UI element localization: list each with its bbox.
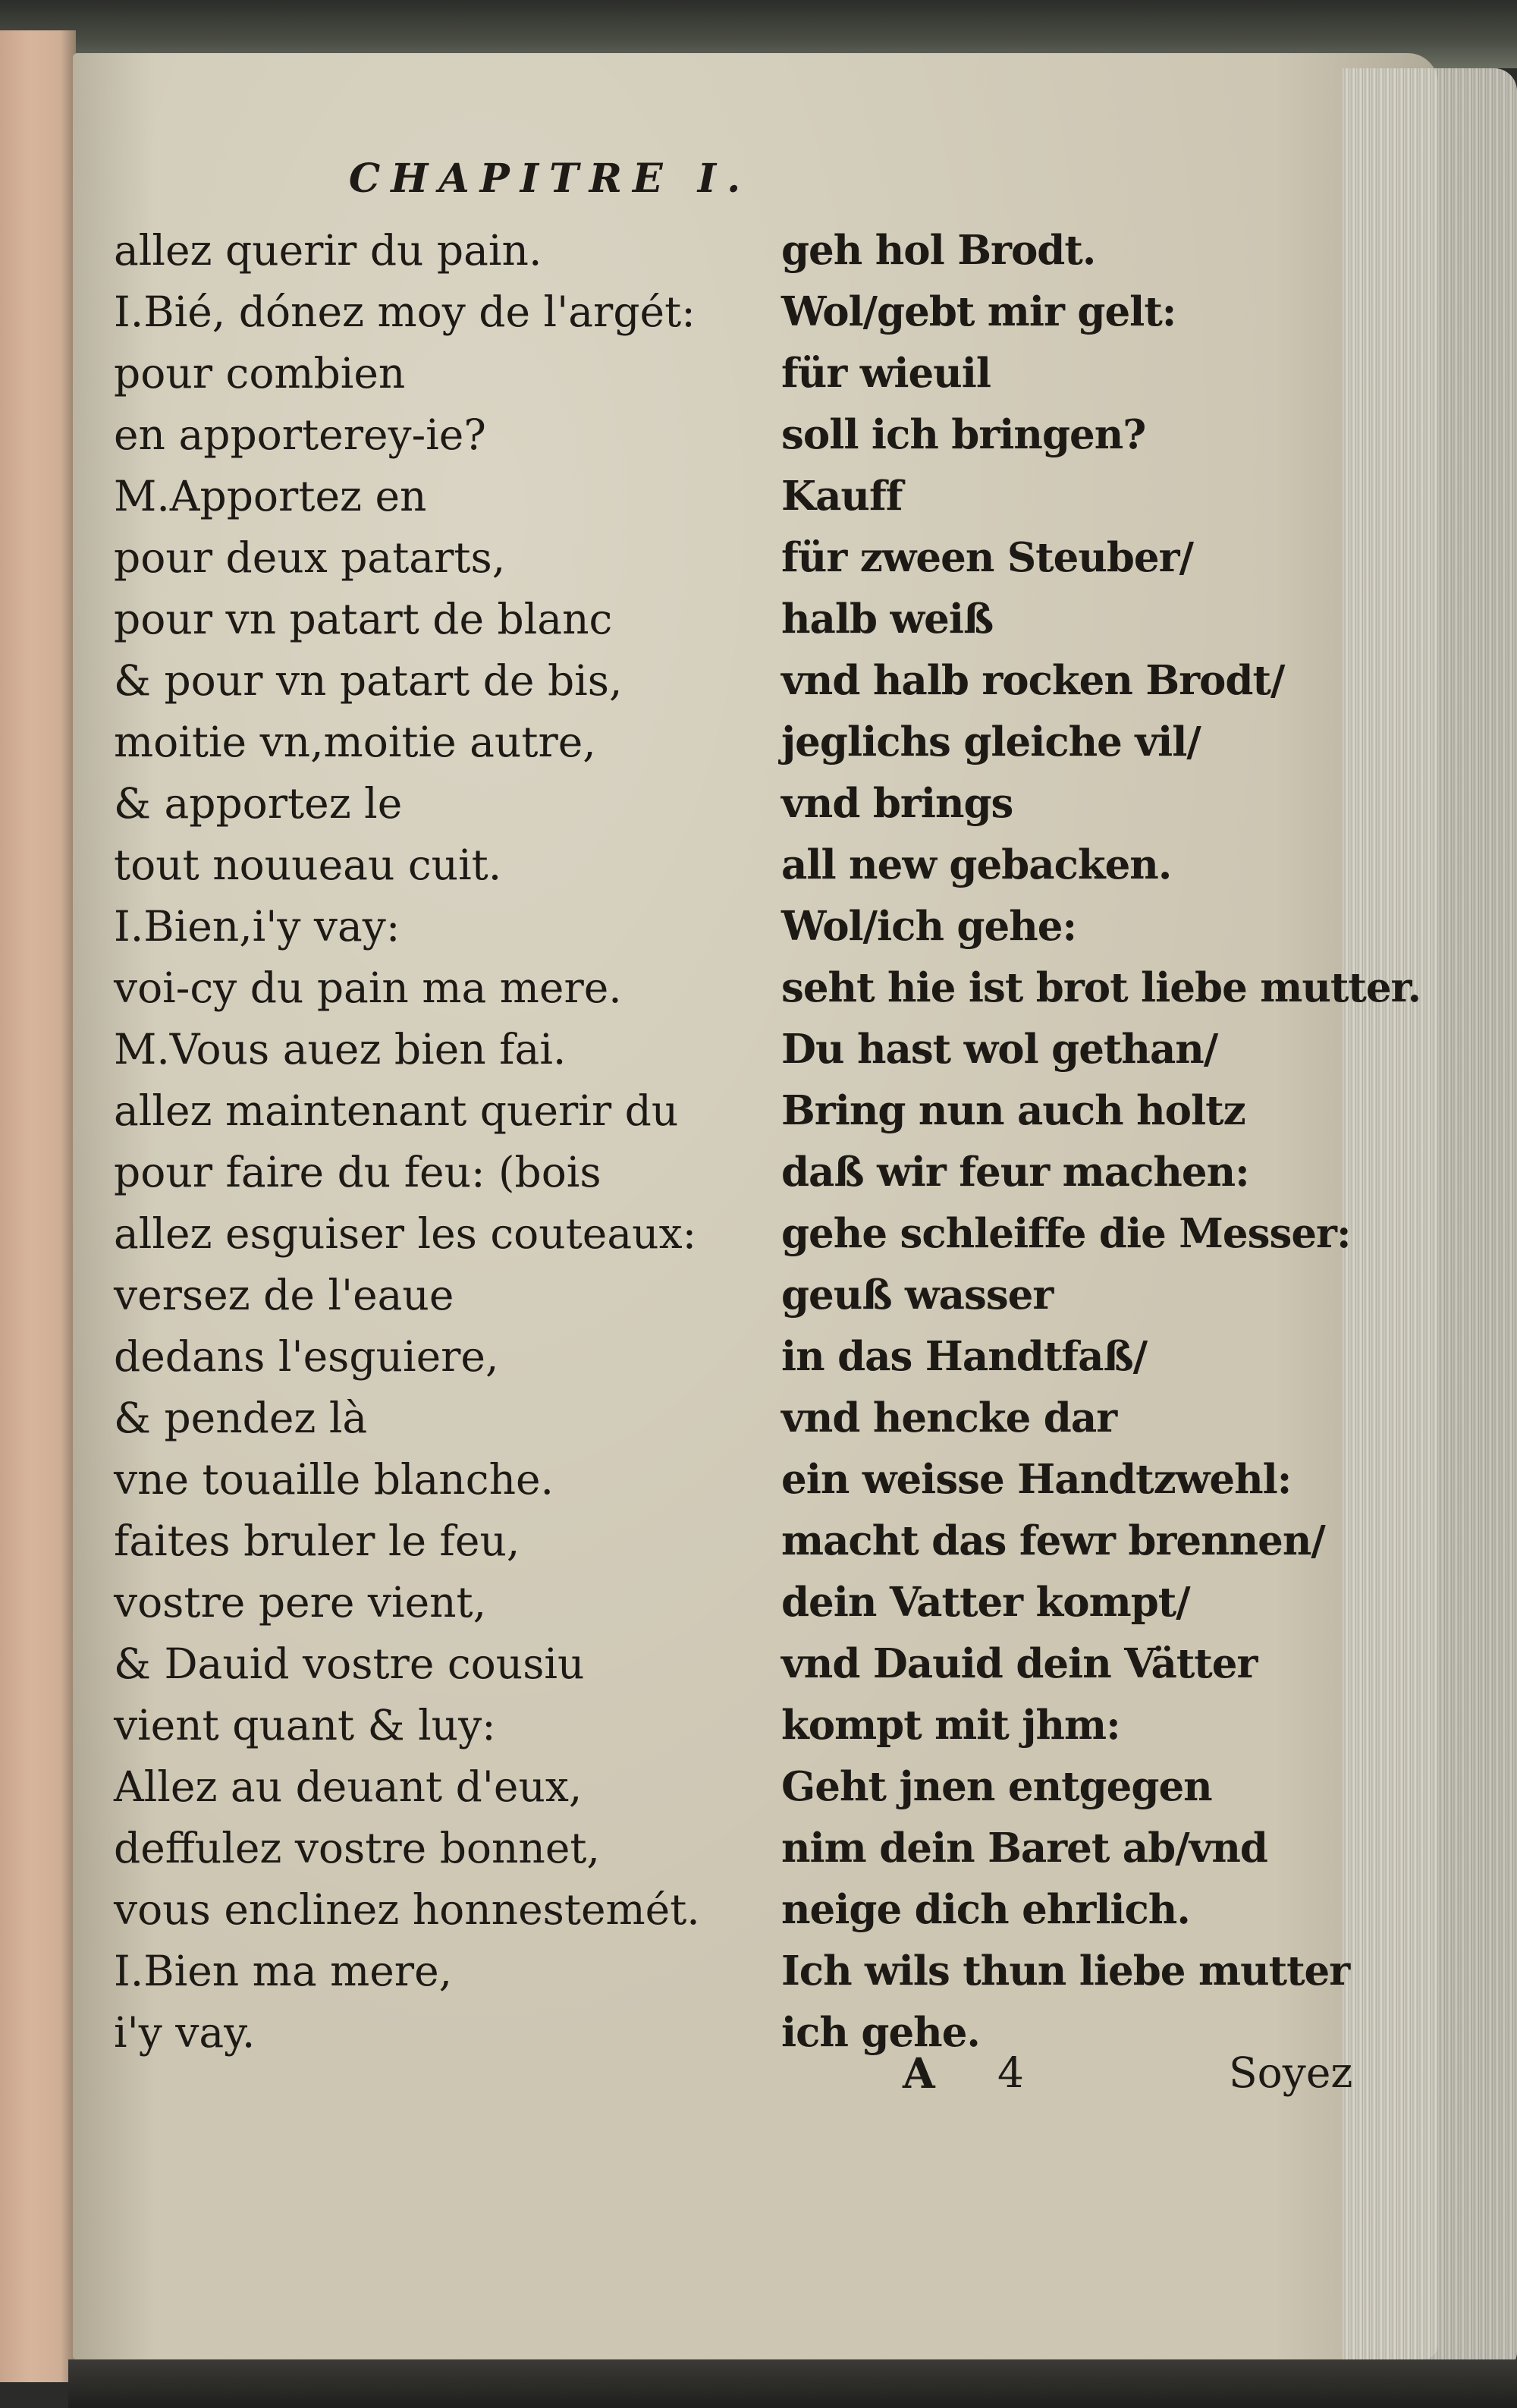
german-line: gehe schleiffe die Messer: — [781, 1210, 1351, 1257]
german-line: Wol/ich gehe: — [781, 903, 1077, 950]
german-line: seht hie ist brot liebe mutter. — [781, 964, 1421, 1011]
german-line: Ich wils thun liebe mutter — [781, 1947, 1350, 1995]
catchword: Soyez — [1229, 2048, 1353, 2097]
french-line: moitie vn,moitie autre, — [114, 718, 596, 766]
french-line: I.Bien,i'y vay: — [114, 902, 400, 951]
german-line: neige dich ehrlich. — [781, 1886, 1190, 1933]
french-line: Allez au deuant d'eux, — [114, 1762, 583, 1811]
german-line: dein Vatter kompt/ — [781, 1579, 1190, 1626]
french-line: M.Vous auez bien fai. — [114, 1025, 567, 1074]
french-line: vne touaille blanche. — [114, 1455, 554, 1504]
french-line: pour vn patart de blanc — [114, 595, 613, 643]
french-line: allez maintenant querir du — [114, 1086, 679, 1135]
french-line: pour combien — [114, 349, 406, 398]
german-line: Du hast wol gethan/ — [781, 1026, 1218, 1073]
german-line: daß wir feur machen: — [781, 1149, 1249, 1196]
signature-mark: A — [903, 2048, 935, 2098]
page-number: 4 — [997, 2048, 1024, 2097]
german-line: vnd Dauid dein Vätter — [781, 1640, 1258, 1687]
german-line: Bring nun auch holtz — [781, 1087, 1245, 1134]
binding-left — [0, 30, 76, 2382]
french-line: allez esguiser les couteaux: — [114, 1209, 697, 1258]
french-line: versez de l'eaue — [114, 1271, 454, 1319]
german-line: ein weisse Handtzwehl: — [781, 1456, 1292, 1503]
german-line: geuß wasser — [781, 1272, 1054, 1319]
german-line: in das Handtfaß/ — [781, 1333, 1148, 1380]
german-line: vnd brings — [781, 780, 1013, 827]
french-line: pour deux patarts, — [114, 533, 506, 582]
french-line: & Dauid vostre cousiu — [114, 1639, 585, 1688]
french-line: allez querir du pain. — [114, 226, 542, 275]
french-line: en apporterey-ie? — [114, 410, 486, 459]
french-line: pour faire du feu: (bois — [114, 1148, 601, 1196]
german-line: jeglichs gleiche vil/ — [781, 718, 1201, 765]
french-column — [114, 220, 781, 2064]
french-line: vous enclinez honnestemét. — [114, 1885, 700, 1934]
german-line: macht das fewr brennen/ — [781, 1517, 1325, 1564]
german-line: all new gebacken. — [781, 841, 1172, 888]
german-line: für zween Steuber/ — [781, 534, 1193, 581]
french-line: deffulez vostre bonnet, — [114, 1824, 600, 1872]
french-line: vient quant & luy: — [114, 1701, 496, 1749]
french-line: I.Bié, dónez moy de l'argét: — [114, 288, 696, 336]
french-line: & pendez là — [114, 1394, 368, 1442]
german-line: vnd hencke dar — [781, 1394, 1117, 1441]
french-line: & apportez le — [114, 779, 403, 828]
running-head: CHAPITRE I. — [348, 156, 752, 202]
german-line: Wol/gebt mir gelt: — [781, 288, 1176, 335]
french-line: faites bruler le feu, — [114, 1517, 520, 1565]
french-line: tout nouueau cuit. — [114, 841, 502, 889]
french-line: dedans l'esguiere, — [114, 1332, 499, 1381]
french-line: & pour vn patart de bis, — [114, 656, 623, 705]
german-line: geh hol Brodt. — [781, 227, 1096, 274]
german-line: halb weiß — [781, 596, 994, 643]
french-line: I.Bien ma mere, — [114, 1947, 453, 1995]
binding-bottom — [68, 2359, 1517, 2408]
french-line: i'y vay. — [114, 2008, 256, 2057]
german-line: kompt mit jhm: — [781, 1702, 1120, 1749]
german-line: Geht jnen entgegen — [781, 1763, 1212, 1810]
german-line: ich gehe. — [781, 2009, 980, 2056]
german-line: soll ich bringen? — [781, 411, 1146, 458]
french-line: M.Apportez en — [114, 472, 427, 520]
german-line: für wieuil — [781, 350, 991, 397]
german-line: nim dein Baret ab/vnd — [781, 1825, 1267, 1872]
german-column — [781, 220, 1421, 2064]
german-line: Kauff — [781, 473, 903, 520]
german-line: vnd halb rocken Brodt/ — [781, 657, 1285, 704]
french-line: voi-cy du pain ma mere. — [114, 964, 622, 1012]
french-line: vostre pere vient, — [114, 1578, 487, 1627]
